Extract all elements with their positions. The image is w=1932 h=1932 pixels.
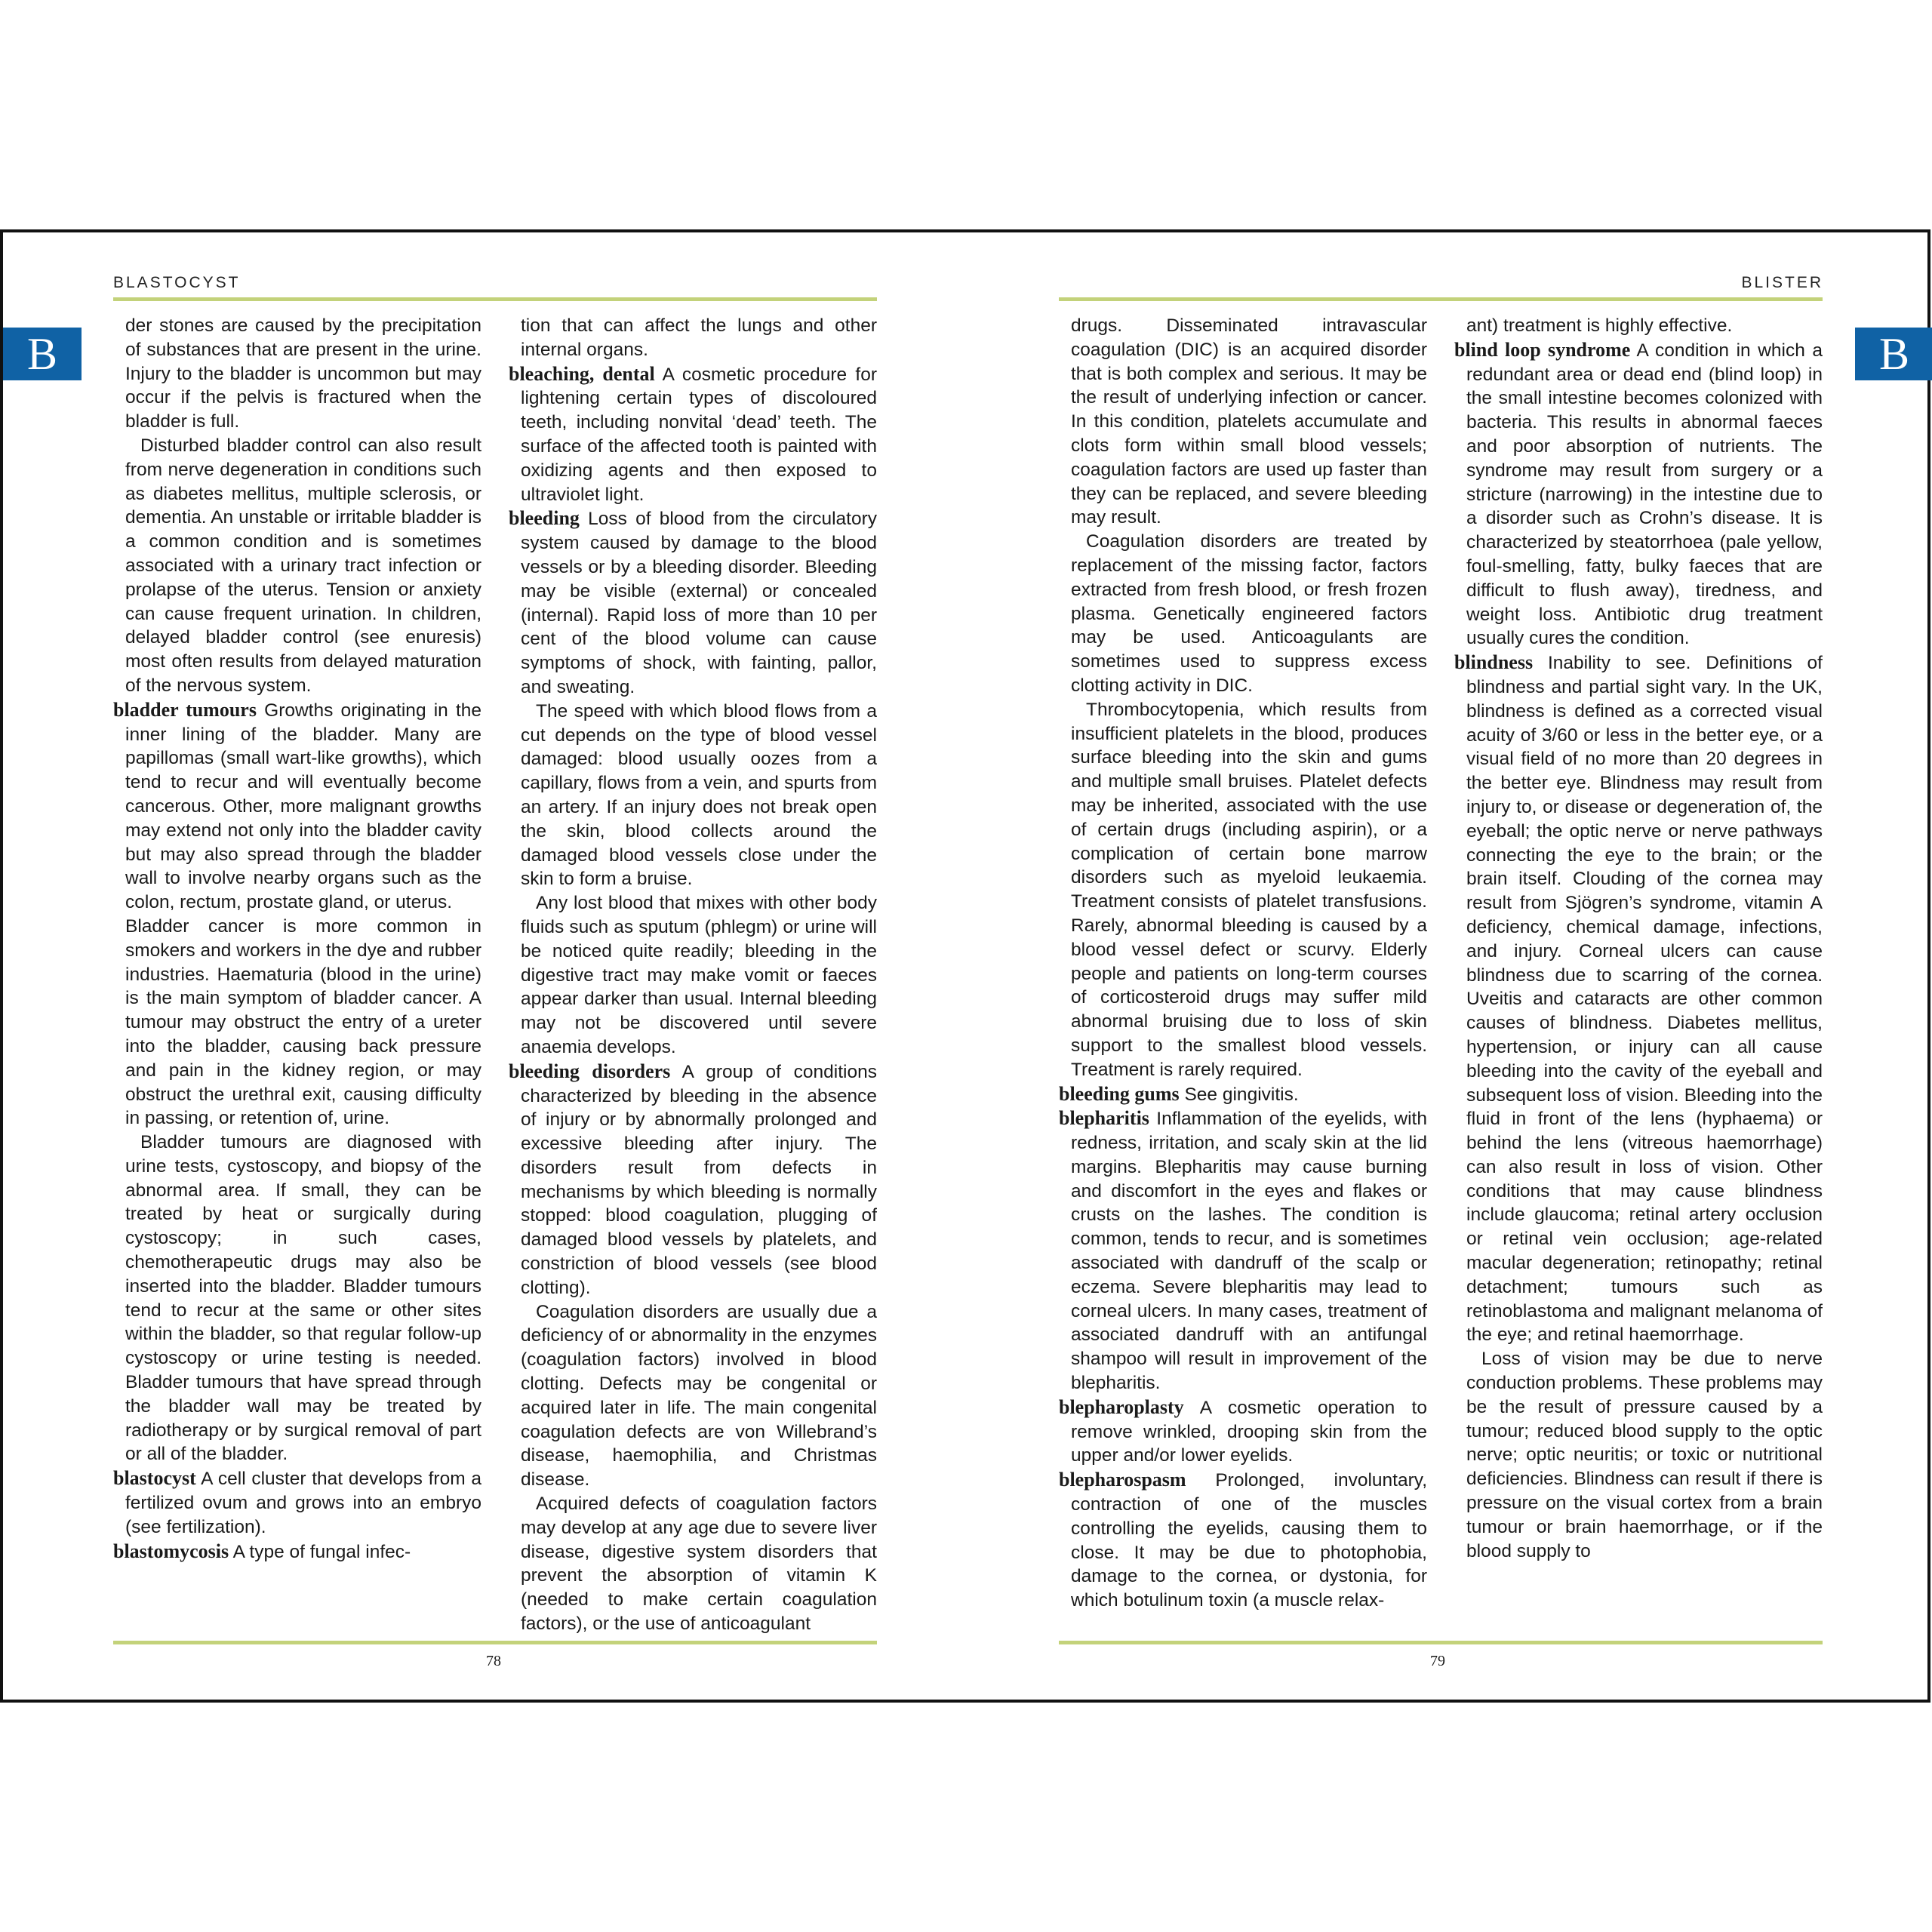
dictionary-entry xyxy=(509,362,877,507)
entry-paragraph xyxy=(509,1492,877,1635)
text-columns xyxy=(1059,314,1823,1635)
footer-rule xyxy=(113,1641,877,1644)
entry-paragraph xyxy=(509,314,877,362)
entry-term: bleaching, dental xyxy=(509,362,655,385)
entry-text: A group of conditions characterized by bleeding in the absence of injury or by abnormally prolonged and excessive bleeding after injury. The disorders result from defects in mechanisms by which bleeding is normally stopped: blood coagulation, plugging of damaged blood vessels by platelets, and constriction of blood vessels (see blood clotting). xyxy=(521,1061,877,1298)
entry-term: blepharospasm xyxy=(1059,1469,1186,1491)
entry-text: Any lost blood that mixes with other body fluids such as sputum (phlegm) or urine will be noticed quite readily; bleeding in the digestive tract may make vomit or faeces appear darker than usual. Internal bleeding may not be discovered until severe anaemia develops. xyxy=(521,893,877,1057)
dictionary-entry xyxy=(113,1466,481,1539)
entry-paragraph xyxy=(509,891,877,1060)
thumb-index-tab: B xyxy=(1855,328,1932,380)
dictionary-entry xyxy=(1059,1106,1427,1395)
left-page xyxy=(3,232,968,1700)
entry-text: ant) treatment is highly effective. xyxy=(1466,315,1733,336)
text-column xyxy=(509,314,877,1635)
entry-paragraph xyxy=(1059,314,1427,530)
running-head: BLASTOCYST xyxy=(113,274,241,291)
entry-term: bleeding xyxy=(509,507,580,530)
entry-text: Acquired defects of coagulation factors may develop at any age due to severe liver disease, digestive system disorders that prevent the absorption of vitamin K (needed to make certain coagulation factors), or the use of anticoagulant xyxy=(521,1494,877,1635)
header-rule xyxy=(113,297,877,301)
entry-text: Loss of blood from the circulatory system caused by damage to the blood vessels or by a bleeding disorder. Bleeding may be visible (external) or concealed (internal). Rapid loss of more than 10 per cent of the blood volume can cause symptoms of shock, with fainting, pallor, and sweating. xyxy=(521,509,877,697)
book-spread xyxy=(0,229,1930,1703)
entry-term: blind loop syndrome xyxy=(1454,338,1631,361)
entry-text: der stones are caused by the precipitation of substances that are present in the urine. Injury to the bladder is uncommon but may occur if the pelvis is fractured when the bladder is full. xyxy=(125,315,481,432)
dictionary-entry xyxy=(1059,1082,1427,1107)
entry-text: A condition in which a redundant area or dead end (blind loop) in the small intestine becomes colonized with bacteria. This results in abnormal faeces and poor absorption of nutrients. The syndrome may result from surgery or a stricture (narrowing) in the intestine due to a disorder such as Crohn’s disease. It is characterized by steatorrhoea (pale yellow, foul-smelling, fatty, bulky faeces that are difficult to flush away), tiredness, and weight loss. Antibiotic drug treatment usually cures the condition. xyxy=(1466,340,1823,649)
entry-text: A cosmetic operation to remove wrinkled, drooping skin from the upper and/or lower eyelids. xyxy=(1071,1397,1427,1466)
entry-text: Inflammation of the eyelids, with redness, irritation, and scaly skin at the lid margins. Blepharitis may cause burning and discomfort in the eyes and flakes or crusts on the lashes. The condition is common, tends to recur, and is sometimes associated with dandruff of the scalp or eczema. Severe blepharitis may lead to corneal ulcers. In many cases, treatment of associated dandruff with an antifungal shampoo will result in improvement of the blepharitis. xyxy=(1071,1109,1427,1394)
entry-term: bleeding disorders xyxy=(509,1060,671,1082)
entry-text: See gingivitis. xyxy=(1184,1084,1299,1105)
entry-text: tion that can affect the lungs and other internal organs. xyxy=(521,315,877,360)
entry-term: blastomycosis xyxy=(113,1540,229,1562)
entry-text: A cell cluster that develops from a fertilized ovum and grows into an embryo (see fertilization). xyxy=(125,1469,481,1537)
right-page xyxy=(968,232,1932,1700)
thumb-index-tab: B xyxy=(3,328,82,380)
entry-text: Coagulation disorders are usually due a deficiency of or abnormality in the enzymes (coagulation factors) involved in blood clotting. Defects may be congenital or acquired later in life. The main congenital coagulation defects are von Willebrand’s disease, haemophilia, and Christmas disease. xyxy=(521,1301,877,1491)
entry-text: Disturbed bladder control can also result from nerve degeneration in conditions such as diabetes mellitus, multiple sclerosis, or dementia. An unstable or irritable bladder is a common condition and is sometimes associated with a urinary tract infection or prolapse of the uterus. Tension or anxiety can cause frequent urination. In children, delayed bladder control (see enuresis) most often results from delayed maturation of the nervous system. xyxy=(125,435,481,696)
dictionary-entry xyxy=(1059,1468,1427,1613)
entry-text: Bladder tumours are diagnosed with urine tests, cystoscopy, and biopsy of the abnormal area. If small, they can be treated by heat or surgically during cystoscopy; in such cases, chemotherapeutic drugs may also be inserted into the bladder. Bladder tumours tend to recur at the same or other sites within the bladder, so that regular follow-up cystoscopy or urine testing is needed. Bladder tumours that have spread through the bladder wall may be treated by radiotherapy or by surgical removal of part or all of the bladder. xyxy=(125,1132,481,1465)
entry-text: Bladder cancer is more common in smokers and workers in the dye and rubber industries. Haematuria (blood in the urine) is the main symptom of bladder cancer. A tumour may obstruct the entry of a ureter into the bladder, causing back pressure and pain in the kidney region, or may obstruct the urethral exit, causing difficulty in passing, or retention of, urine. xyxy=(125,915,481,1129)
entry-paragraph xyxy=(1059,698,1427,1082)
text-columns xyxy=(113,314,877,1635)
entry-paragraph xyxy=(113,915,481,1131)
entry-paragraph xyxy=(1454,1347,1823,1563)
entry-paragraph xyxy=(509,1300,877,1492)
entry-term: blindness xyxy=(1454,651,1534,674)
entry-text: A cosmetic procedure for lightening certain types of discoloured teeth, including nonvital ‘dead’ teeth. The surface of the affected tooth is painted with oxidizing agents and then exposed to ultraviolet light. xyxy=(521,364,877,505)
page-number: 78 xyxy=(486,1653,501,1669)
page-number: 79 xyxy=(1430,1653,1445,1669)
entry-paragraph xyxy=(113,1131,481,1466)
entry-paragraph xyxy=(113,434,481,698)
entry-text: Inability to see. Definitions of blindness and partial sight vary. In the UK, blindness is defined as a corrected visual acuity of 3/60 or less in the better eye, or a visual field of no more than 20 degrees in the better eye. Blindness may result from injury to, or disease or degeneration of, the eyeball; the optic nerve or nerve pathways connecting the eye to the brain; or the brain itself. Clouding of the cornea may result from Sjögren’s syndrome, vitamin A deficiency, chemical damage, infections, and injury. Corneal ulcers can cause blindness due to scarring of the cornea. Uveitis and cataracts are other common causes of blindness. Diabetes mellitus, hypertension, or injury can all cause bleeding into the cavity of the eyeball and subsequent loss of vision. Bleeding into the fluid in front of the lens (hyphaema) or behind the lens (vitreous haemorrhage) can also result in loss of vision. Other conditions that may cause blindness include glaucoma; retinal artery occlusion or retinal vein occlusion; age-related macular degeneration; retinopathy; retinal detachment; tumours such as retinoblastoma and malignant melanoma of the eye; and retinal haemorrhage. xyxy=(1466,653,1823,1346)
dictionary-entry xyxy=(1059,1395,1427,1468)
text-column xyxy=(113,314,481,1635)
header-rule xyxy=(1059,297,1823,301)
dictionary-entry xyxy=(113,1540,481,1564)
entry-paragraph xyxy=(1059,530,1427,698)
entry-term: bleeding gums xyxy=(1059,1082,1180,1105)
entry-text: The speed with which blood flows from a cut depends on the type of blood vessel damaged: blood usually oozes from a capillary, flows from a vein, and spurts from an artery. If an injury does not break open the skin, blood collects around the damaged blood vessels close under the skin to form a bruise. xyxy=(521,700,877,890)
running-head: BLISTER xyxy=(1741,274,1823,291)
entry-term: blastocyst xyxy=(113,1467,196,1490)
dictionary-entry xyxy=(1454,338,1823,651)
entry-paragraph xyxy=(509,700,877,891)
text-column xyxy=(1454,314,1823,1635)
footer-rule xyxy=(1059,1641,1823,1644)
entry-text: drugs. Disseminated intravascular coagulation (DIC) is an acquired disorder that is both complex and serious. It may be the result of underlying infection or cancer. In this condition, platelets accumulate and clots form within small blood vessels; coagulation factors are used up faster than they can be replaced, and severe bleeding may result. xyxy=(1071,315,1427,528)
entry-paragraph xyxy=(1454,314,1823,338)
dictionary-entry xyxy=(509,1060,877,1300)
entry-text: Prolonged, involuntary, contraction of one of the muscles controlling the eyelids, causing them to close. It may be due to photophobia, damage to the cornea, or dystonia, for which botulinum toxin (a muscle relax- xyxy=(1071,1470,1427,1611)
entry-term: blepharitis xyxy=(1059,1107,1149,1130)
dictionary-entry xyxy=(1454,651,1823,1347)
entry-text: Coagulation disorders are treated by replacement of the missing factor, factors extracted from fresh blood, or fresh frozen plasma. Genetically engineered factors may be used. Anticoagulants are sometimes used to suppress excess clotting activity in DIC. xyxy=(1071,531,1427,696)
entry-text: A type of fungal infec- xyxy=(232,1541,411,1562)
entry-paragraph xyxy=(113,314,481,434)
entry-text: Growths originating in the inner lining of the bladder. Many are papillomas (small wart-like growths), which tend to recur and will eventually become cancerous. Other, more malignant growths may extend not only into the bladder cavity but may also spread through the bladder wall to involve nearby organs such as the colon, rectum, prostate gland, or uterus. xyxy=(125,700,481,913)
entry-term: bladder tumours xyxy=(113,698,257,721)
dictionary-entry xyxy=(509,506,877,699)
dictionary-entry xyxy=(113,698,481,915)
entry-text: Loss of vision may be due to nerve conduction problems. These problems may be the result of pressure caused by a tumour; reduced blood supply to the optic nerve; optic neuritis; or toxic or nutritional deficiencies. Blindness can result if there is pressure on the visual cortex from a brain tumour or brain haemorrhage, or if the blood supply to xyxy=(1466,1349,1823,1561)
entry-term: blepharoplasty xyxy=(1059,1395,1184,1418)
entry-text: Thrombocytopenia, which results from insufficient platelets in the blood, produces surface bleeding into the skin and gums and multiple small bruises. Platelet defects may be inherited, associated with the use of certain drugs (including aspirin), or a complication of certain bone marrow disorders such as myeloid leukaemia. Treatment consists of platelet transfusions. Rarely, abnormal bleeding is caused by a blood vessel defect or scurvy. Elderly people and patients on long-term courses of corticosteroid drugs may suffer mild abnormal bruising due to loss of skin support to the smallest blood vessels. Treatment is rarely required. xyxy=(1071,699,1427,1080)
text-column xyxy=(1059,314,1427,1635)
